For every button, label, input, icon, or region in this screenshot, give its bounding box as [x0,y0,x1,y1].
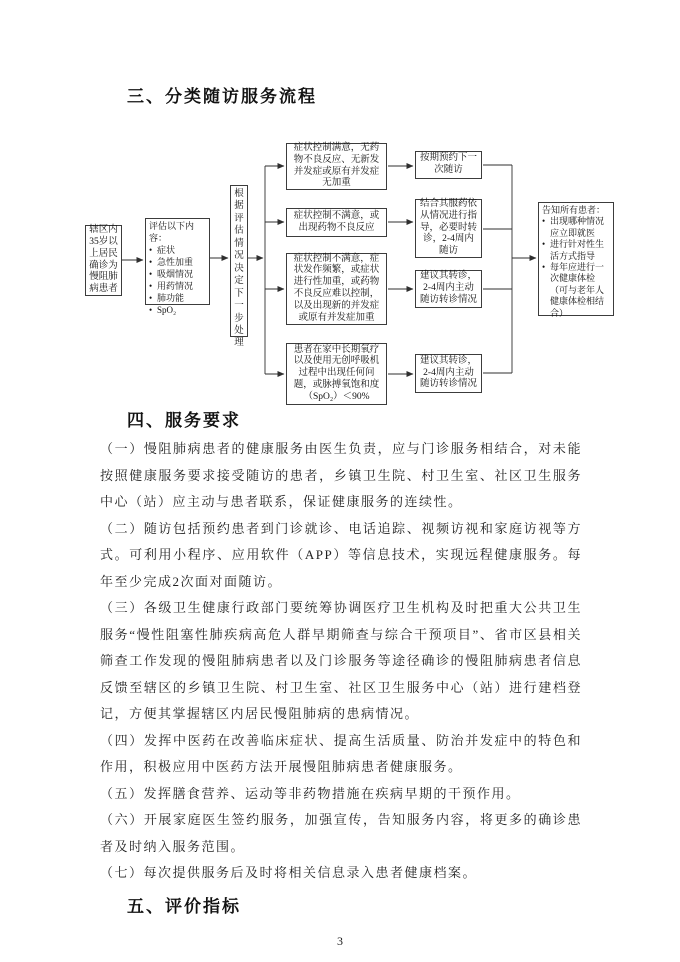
flow-condition-box-1: 症状控制满意，无药物不良反应、无新发并发症或原有并发症无加重 [286,143,387,190]
flow-assess-item: • 吸烟情况 [149,269,194,279]
paragraph-1: （一）慢阻肺病患者的健康服务由医生负责，应与门诊服务相结合，对未能按照健康服务要求接受随访的患者，乡镇卫生院、村卫生室、社区卫生服务中心（站）应主动与患者联系，保证健康服务的连续性。 [100,441,582,509]
flow-final-title: 告知所有患者： [542,205,606,215]
flow-inform-all-patients-box [538,202,614,316]
bullet-icon: • [149,293,153,303]
bullet-icon: • [149,269,153,279]
flow-final-item: • 出现哪种情况应立即就医 [542,216,605,238]
bullet-icon: • [542,239,546,250]
bullet-icon: • [149,245,153,255]
flow-condition-box-4: 患者在家中长期氧疗以及使用无创呼吸机过程中出现任何问题，或脉搏氧饱和度（SpO₂）＜90% [286,343,387,405]
bullet-icon: • [149,257,153,267]
flow-final-item: • 每年应进行一次健康体检（可与老年人健康体检相结合） [542,262,605,318]
flow-assess-title: 评估以下内容： [149,221,195,243]
paragraph-4: （四）发挥中医药在改善临床症状、提高生活质量、防治并发症中的特色和作用，积极应用中医药方法开展慢阻肺病患者健康服务。 [100,732,582,774]
flow-assess-item: • SpO₂ [149,305,177,315]
section-title-follow-up-process: 三、分类随访服务流程 [127,87,317,106]
flow-assess-box [145,218,210,315]
flowchart [0,0,680,430]
flow-action-box-4: 建议其转诊，2-4周内主动随访转诊情况 [415,354,482,393]
bullet-icon: • [542,262,546,273]
paragraph-2: （二）随访包括预约患者到门诊就诊、电话追踪、视频访视和家庭访视等方式。可利用小程序、应用软件（APP）等信息技术，实现远程健康服务。每年至少完成2次面对面随访。 [100,520,582,589]
flow-assess-item: • 用药情况 [149,281,194,291]
bullet-icon: • [149,305,153,315]
flow-final-item: • 进行针对性生活方式指导 [542,239,605,261]
paragraph-3: （三）各级卫生健康行政部门要统筹协调医疗卫生机构及时把重大公共卫生服务“慢性阻塞性肺疾病高危人群早期筛查与综合干预项目”、省市区县相关筛查工作发现的慢阻肺病患者以及门诊服务等途径确诊的慢阻肺病患者信息反馈至辖区的乡镇卫生院、村卫生室、社区卫生服务中心（站）进行建档登记，方便其掌握辖区内居民慢阻肺病的患病情况。 [100,600,582,721]
bullet-icon: • [149,281,153,291]
paragraph-6: （六）开展家庭医生签约服务，加强宣传，告知服务内容，将更多的确诊患者及时纳入服务范围。 [100,812,582,854]
service-requirements-text [100,436,582,887]
flow-condition-box-3: 症状控制不满意，症状发作频繁，或症状进行性加重，或药物不良反应难以控制，以及出现新的并发症或原有并发症加重 [286,253,387,325]
flow-assess-item: • 肺功能 [149,293,185,303]
paragraph-7: （七）每次提供服务后及时将相关信息录入患者健康档案。 [100,865,478,880]
paragraph-5: （五）发挥膳食营养、运动等非药物措施在疾病早期的干预作用。 [100,785,521,801]
bullet-icon: • [542,216,546,227]
flow-start-box: 辖区内35岁以上居民确诊为慢阻肺病患者 [85,225,122,296]
flow-action-box-2: 结合其服药依从情况进行指导，必要时转诊，2-4周内随访 [415,199,482,258]
flow-action-box-1: 按期预约下一次随访 [415,151,482,179]
flow-action-box-3: 建议其转诊，2-4周内主动随访转诊情况 [415,270,482,308]
flow-condition-box-2: 症状控制不满意，或出现药物不良反应 [286,208,387,237]
flow-assess-item: • 急性加重 [149,257,194,267]
flow-assess-item: • 症状 [149,245,176,255]
page-number: 3 [337,934,343,948]
flow-decide-box: 根据评估情况决定下一步处理 [230,185,248,337]
section-title-service-requirements: 四、服务要求 [127,411,241,430]
section-title-evaluation-indicators: 五、评价指标 [127,897,241,916]
